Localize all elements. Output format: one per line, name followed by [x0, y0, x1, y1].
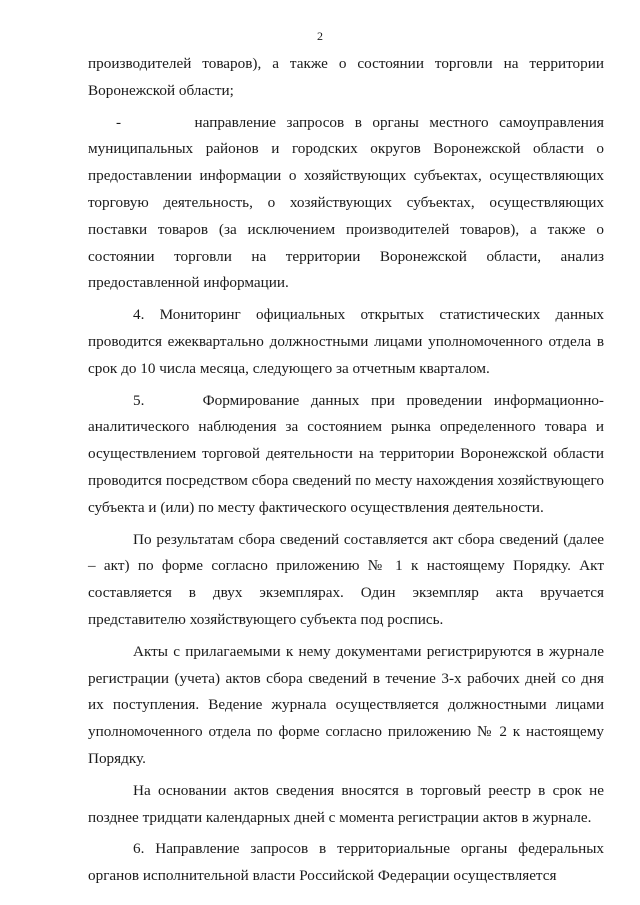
paragraph-item-6: 6. Направление запросов в территориальные органы федеральных органов исполнительной власти Российской Федерации осуществляется — [88, 840, 604, 885]
paragraph-act-registration: Акты с прилагаемыми к нему документами регистрируются в журнале регистрации (учета) актов сбора сведений в течение 3-х рабочих дней со дня их поступления. Ведение журнала осуществляется должностными лицами уполномоченного отдела по форме согласно приложению № 2 к настоящему Порядку. — [88, 642, 604, 767]
paragraph-item-5: 5. Формирование данных при проведении информационно-аналитического наблюдения за состоянием рынка определенного товара и осуществлением торговой деятельности на территории Воронежской области проводится посредством сбора сведений по месту нахождения хозяйствующего субъекта и (или) по месту фактического осуществления деятельности. — [88, 391, 604, 516]
paragraph-act-results: По результатам сбора сведений составляется акт сбора сведений (далее – акт) по форме согласно приложению № 1 к настоящему Порядку. Акт составляется в двух экземплярах. Один экземпляр акта вручается представителю хозяйствующего субъекта под роспись. — [88, 530, 604, 628]
document-body — [88, 51, 604, 890]
paragraph-trade-registry: На основании актов сведения вносятся в торговый реестр в срок не позднее тридцати календарных дней с момента регистрации актов в журнале. — [88, 781, 604, 826]
page-number: 2 — [317, 29, 323, 43]
paragraph-continuation: производителей товаров), а также о состоянии торговли на территории Воронежской области; — [88, 55, 604, 99]
paragraph-dash-item: - направление запросов в органы местного самоуправления муниципальных районов и городских округов Воронежской области о предоставлении информации о хозяйствующих субъектах, осуществляющих торговую деятельность, о хозяйствующих субъектах, осуществляющих поставки товаров (за исключением производителей товаров), а также о состоянии торговли на территории Воронежской области, анализ предоставленной информации. — [88, 113, 604, 292]
paragraph-item-4: 4. Мониторинг официальных открытых статистических данных проводится ежеквартально должностными лицами уполномоченного отдела в срок до 10 числа месяца, следующего за отчетным кварталом. — [88, 306, 604, 377]
